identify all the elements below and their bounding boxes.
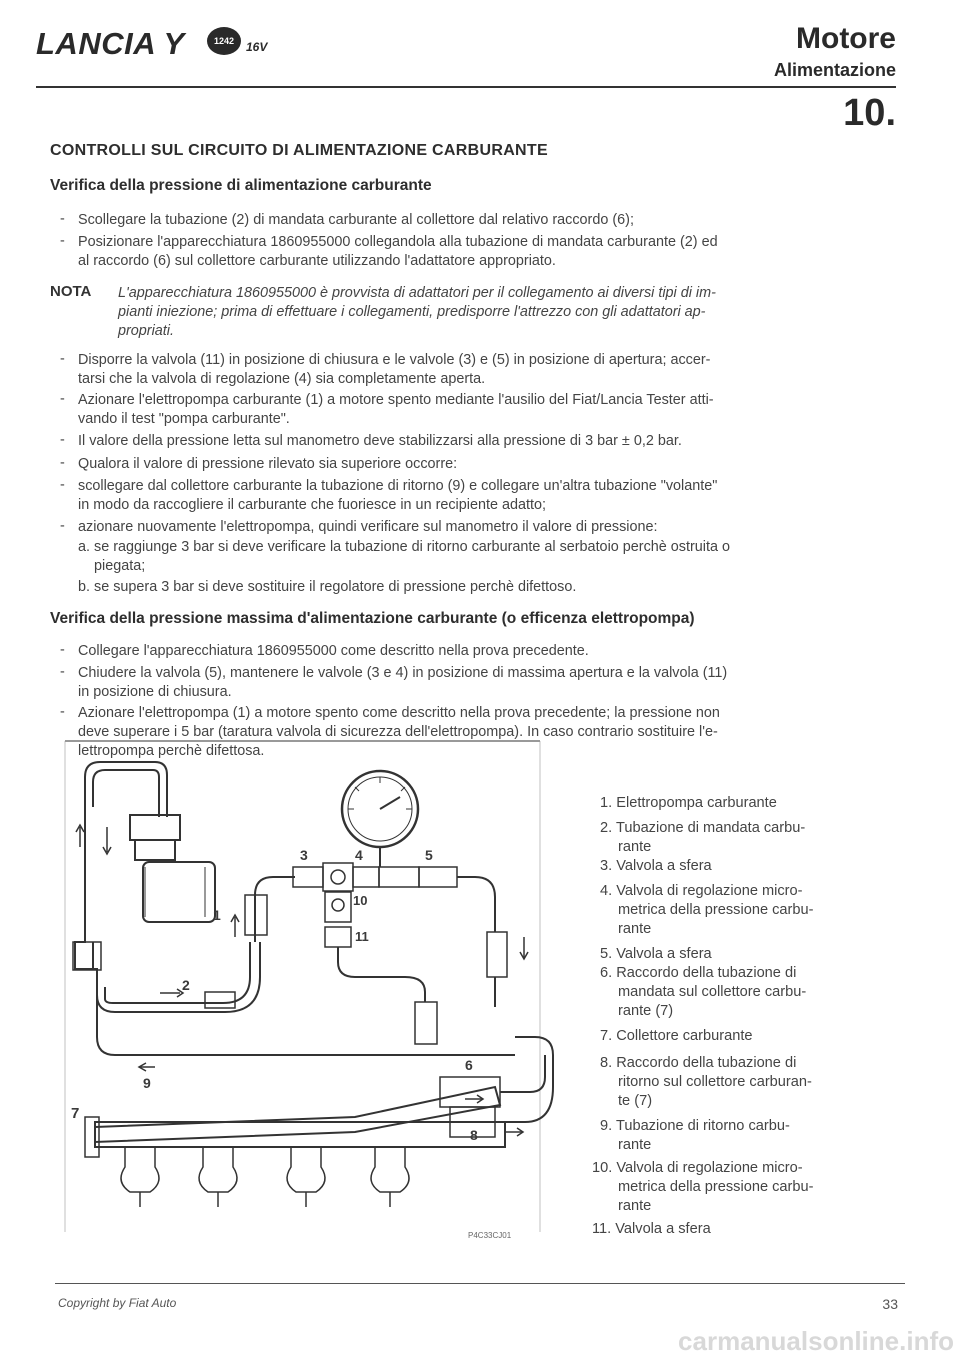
section-title: Motore (796, 22, 896, 55)
legend-item: rante (618, 921, 652, 937)
section1-title: Verifica della pressione di alimentazione carburante (50, 177, 432, 194)
paragraph: Il valore della pressione letta sul manometro deve stabilizzarsi alla pressione di 3 bar ± 0,2 bar. (78, 433, 682, 449)
paragraph: Chiudere la valvola (5), mantenere le valvole (3 e 4) in posizione di massima apertura e la valvola (11) (78, 665, 728, 681)
legend-item: 11. Valvola a sfera (592, 1221, 711, 1237)
nota-label: NOTA (50, 283, 92, 300)
legend-item: 4. Valvola di regolazione micro- (600, 883, 803, 899)
chapter-number: 10. (843, 92, 896, 134)
legend-item: 8. Raccordo della tubazione di (600, 1055, 797, 1071)
legend-item: 6. Raccordo della tubazione di (600, 965, 797, 981)
paragraph: tarsi che la valvola di regolazione (4) sia completamente aperta. (78, 371, 486, 387)
brand-subtitle: 16V (246, 40, 268, 54)
bullet-dash: - (60, 642, 65, 658)
callout-11: 11 (355, 929, 369, 944)
callout-3: 3 (300, 847, 308, 863)
paragraph: azionare nuovamente l'elettropompa, quindi verificare sul manometro il valore di pressione: (78, 519, 658, 535)
page-number: 33 (882, 1296, 898, 1312)
bullet-dash: - (60, 664, 65, 680)
section-subtitle: Alimentazione (773, 60, 896, 80)
bullet-dash: - (60, 455, 65, 471)
nota-text: L'apparecchiatura 1860955000 è provvista di adattatori per il collegamento ai diversi tipi di im- (118, 285, 716, 301)
sub-item-a: a. se raggiunge 3 bar si deve verificare la tubazione di ritorno carburante al serbatoio perchè ostruita o (78, 539, 730, 555)
watermark: carmanualsonline.info (678, 1326, 954, 1356)
bullet-dash: - (60, 432, 65, 448)
paragraph: Azionare l'elettropompa carburante (1) a motore spento mediante l'ausilio del Fiat/Lancia Tester atti- (78, 392, 714, 408)
paragraph: al raccordo (6) sul collettore carburante utilizzando l'adattatore appropriato. (78, 253, 556, 269)
legend-item: 1. Elettropompa carburante (600, 795, 777, 811)
paragraph: lettropompa perchè difettosa. (78, 743, 265, 759)
legend-item: rante (618, 1137, 652, 1153)
bullet-dash: - (60, 211, 65, 227)
callout-8: 8 (470, 1127, 478, 1143)
fuel-circuit-diagram (55, 737, 555, 1242)
callout-4: 4 (355, 847, 363, 863)
legend-item: 10. Valvola di regolazione micro- (592, 1160, 803, 1176)
legend-item: metrica della pressione carbu- (618, 902, 814, 918)
legend-item: rante (618, 839, 652, 855)
bullet-dash: - (60, 477, 65, 493)
paragraph: Qualora il valore di pressione rilevato sia superiore occorre: (78, 456, 458, 472)
legend-item: 2. Tubazione di mandata carbu- (600, 820, 806, 836)
legend-item: ritorno sul collettore carburan- (618, 1074, 812, 1090)
paragraph: in modo da raccogliere il carburante che fuoriesce in un recipiente adatto; (78, 497, 546, 513)
main-heading: CONTROLLI SUL CIRCUITO DI ALIMENTAZIONE CARBURANTE (50, 142, 548, 159)
legend-item: mandata sul collettore carbu- (618, 984, 807, 1000)
callout-1: 1 (213, 907, 221, 923)
figure-code: P4C33CJ01 (468, 1231, 512, 1240)
callout-6: 6 (465, 1057, 473, 1073)
brand-title: LANCIA Y (36, 26, 185, 61)
paragraph: Posizionare l'apparecchiatura 1860955000 collegandola alla tubazione di mandata carburante (2) ed (78, 234, 718, 250)
brand-badge: 1242 (207, 27, 241, 55)
bullet-dash: - (60, 518, 65, 534)
legend-item: metrica della pressione carbu- (618, 1179, 814, 1195)
paragraph: in posizione di chiusura. (78, 684, 232, 700)
paragraph: Azionare l'elettropompa (1) a motore spento come descritto nella prova precedente; la pressione non (78, 705, 720, 721)
paragraph: Disporre la valvola (11) in posizione di chiusura e le valvole (3) e (5) in posizione di apertura; accer- (78, 352, 711, 368)
callout-7: 7 (71, 1105, 80, 1122)
copyright: Copyright by Fiat Auto (58, 1296, 177, 1310)
bullet-dash: - (60, 351, 65, 367)
legend-item: 9. Tubazione di ritorno carbu- (600, 1118, 790, 1134)
callout-9: 9 (143, 1075, 151, 1091)
callout-2: 2 (182, 977, 190, 993)
header-rule (36, 86, 896, 88)
bullet-dash: - (60, 233, 65, 249)
legend-item: 5. Valvola a sfera (600, 946, 712, 962)
callout-10: 10 (353, 893, 368, 908)
sub-item-a: piegata; (94, 558, 146, 574)
legend-item: rante (618, 1198, 652, 1214)
nota-text: propriati. (118, 323, 174, 339)
bullet-dash: - (60, 391, 65, 407)
legend-item: 7. Collettore carburante (600, 1028, 753, 1044)
paragraph: scollegare dal collettore carburante la tubazione di ritorno (9) e collegare un'altra tubazione "volante" (78, 478, 718, 494)
bullet-dash: - (60, 704, 65, 720)
legend-item: 3. Valvola a sfera (600, 858, 712, 874)
sub-item-b: b. se supera 3 bar si deve sostituire il regolatore di pressione perchè difettoso. (78, 579, 577, 595)
nota-text: pianti iniezione; prima di effettuare i collegamenti, predisporre l'attrezzo con gli adattatori ap- (118, 304, 706, 320)
paragraph: Collegare l'apparecchiatura 1860955000 come descritto nella prova precedente. (78, 643, 589, 659)
legend-item: te (7) (618, 1093, 653, 1109)
paragraph: Scollegare la tubazione (2) di mandata carburante al collettore dal relativo raccordo (6); (78, 212, 634, 228)
paragraph: deve superare i 5 bar (taratura valvola di sicurezza dell'elettropompa). In caso contrario sostituire l'e- (78, 724, 718, 740)
paragraph: vando il test "pompa carburante". (78, 411, 290, 427)
legend-item: rante (7) (618, 1003, 674, 1019)
footer-rule (55, 1283, 905, 1284)
section2-title: Verifica della pressione massima d'alimentazione carburante (o efficenza elettropompa) (50, 610, 695, 627)
callout-5: 5 (425, 847, 433, 863)
